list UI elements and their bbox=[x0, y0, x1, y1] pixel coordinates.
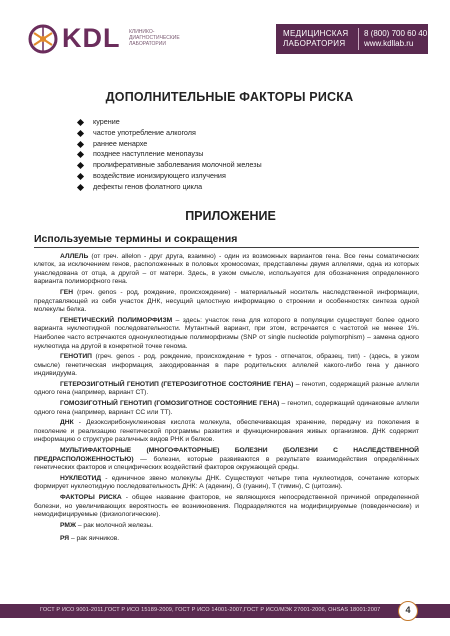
logo-text: KDL bbox=[62, 23, 121, 53]
terms-title: Используемые термины и сокращения bbox=[34, 232, 238, 245]
term-text: - общее название факторов, не являющихся непосредственной причиной определенной болезни, но увеличивающих вероятность ее возникновения. Подразделяются на модифицируемые (поведенческие) и немодифицируемые (физиологические). bbox=[34, 494, 419, 519]
bullet-diamond-icon bbox=[77, 173, 84, 180]
term-name: ГОМОЗИГОТНЫЙ ГЕНОТИП (ГОМОЗИГОТНОЕ СОСТОЯНИЕ ГЕНА) bbox=[60, 400, 280, 408]
term-definition bbox=[34, 447, 419, 473]
logo-subtitle: КЛИНИКО- ДИАГНОСТИЧЕСКИЕ ЛАБОРАТОРИИ bbox=[129, 29, 180, 47]
website-link[interactable]: www.kdllab.ru bbox=[364, 39, 414, 48]
risk-factors-title: ДОПОЛНИТЕЛЬНЫЕ ФАКТОРЫ РИСКА bbox=[105, 90, 354, 104]
risk-factor-item: пролиферативные заболевания молочной железы bbox=[78, 160, 419, 171]
term-definition bbox=[34, 494, 419, 520]
bullet-diamond-icon bbox=[77, 141, 84, 148]
appendix-title: ПРИЛОЖЕНИЕ bbox=[185, 208, 276, 223]
term-definition bbox=[34, 400, 419, 417]
phone-number[interactable]: 8 (800) 700 60 40 bbox=[364, 29, 428, 38]
term-text: — болезни, которые развиваются в результате взаимодействия определённых генетических факторов и специфических воздействий факторов окружающей среды. bbox=[34, 455, 419, 472]
term-text: – генотип, содержащий одинаковые аллели одного гена (например, вариант СС или ТТ). bbox=[34, 400, 419, 416]
term-definition bbox=[34, 317, 419, 351]
term-text: – здесь: участок гена для которого в популяции существует более одного варианта нуклеотидной последовательности. Мутантный вариант, при этом, встречается с частотой не менее 1%. Наиболее часто встречаются однонуклеотидные полиморфизмы (SNP от single nucleotide polymorphism) – замена одного нуклеотида на другой в конкретной точке генома. bbox=[34, 316, 419, 350]
term-text: (от греч. allelon - друг друга, взаимно) - один из возможных вариантов гена. Все гены соматических клеток, за исключением генов, расположенных в половых хромосомах, представлены двумя аллелями, одна из которых унаследована от отца, а другой – от матери. Здесь, в узком смысле, используется для обозначения определенного варианта полиморфного гена. bbox=[34, 252, 419, 286]
term-text: – генотип, содержащий разные аллели одного гена (например, вариант СТ). bbox=[34, 380, 419, 397]
term-definition bbox=[34, 535, 419, 544]
risk-factor-item: частое употребление алкоголя bbox=[78, 128, 419, 139]
term-name: НУКЛЕОТИД bbox=[60, 474, 102, 482]
term-definition bbox=[34, 419, 419, 445]
kdl-logo-icon bbox=[28, 24, 58, 54]
term-name: РЯ bbox=[60, 535, 70, 543]
term-text: (греч. genos - род, рождение, происхождение + typos - отпечаток, образец, тип) - (здесь, в узком смысле) генетическая информация, закодированная в паре родительских аллелей какого-либо гена у данного индивидуума. bbox=[34, 353, 419, 378]
term-definition bbox=[34, 353, 419, 379]
page-content bbox=[34, 90, 419, 549]
bullet-diamond-icon bbox=[77, 151, 84, 158]
risk-factor-item: курение bbox=[78, 117, 419, 128]
term-name: МУЛЬТИФАКТОРНЫЕ (МНОГОФАКТОРНЫЕ) БОЛЕЗНИ (БОЛЕЗНИ С НАСЛЕДСТВЕННОЙ ПРЕДРАСПОЛОЖЕННОСТЬЮ) bbox=[34, 447, 419, 463]
risk-factor-item: дефекты генов фолатного цикла bbox=[78, 182, 419, 193]
term-name: ГЕН bbox=[60, 288, 74, 296]
term-definition bbox=[34, 475, 419, 492]
risk-factor-item: раннее менархе bbox=[78, 139, 419, 150]
terms-list bbox=[34, 253, 419, 544]
term-text: – рак яичников. bbox=[69, 535, 120, 543]
term-text: (греч. genos - род, рождение, происхождение) - материальный носитель наследственной информации, представляющей из себя участок ДНК, несущий целостную информацию о строении и особенностях синтеза одной молекулы белка. bbox=[34, 288, 419, 314]
term-definition bbox=[34, 289, 419, 315]
risk-factors-list bbox=[78, 117, 419, 193]
term-text: – рак молочной железы. bbox=[76, 521, 154, 529]
lab-title: МЕДИЦИНСКАЯ ЛАБОРАТОРИЯ bbox=[283, 29, 349, 48]
risk-factor-item: позднее наступление менопаузы bbox=[78, 149, 419, 160]
bullet-diamond-icon bbox=[77, 119, 84, 126]
term-name: АЛЛЕЛЬ bbox=[60, 252, 89, 260]
term-name: ФАКТОРЫ РИСКА bbox=[60, 494, 122, 502]
lab-divider bbox=[358, 28, 359, 50]
page-number: 4 bbox=[398, 601, 418, 621]
term-definition bbox=[34, 381, 419, 398]
lab-contacts bbox=[364, 29, 427, 49]
term-name: ДНК bbox=[60, 419, 74, 427]
term-text: - единичное звено молекулы ДНК. Существуют четыре типа нуклеотидов, сочетание которых формирует нуклеотидную последовательность ДНК: А (аденин), G (гуанин), Т (тимин), С (цитозин). bbox=[34, 474, 419, 491]
lab-contact-box bbox=[276, 24, 428, 54]
page-footer bbox=[0, 604, 450, 618]
term-name: ГЕТЕРОЗИГОТНЫЙ ГЕНОТИП (ГЕТЕРОЗИГОТНОЕ СОСТОЯНИЕ ГЕНА) bbox=[60, 380, 294, 388]
bullet-diamond-icon bbox=[77, 162, 84, 169]
bullet-diamond-icon bbox=[77, 184, 84, 191]
bullet-diamond-icon bbox=[77, 130, 84, 137]
term-definition bbox=[34, 522, 419, 531]
term-name: ГЕНЕТИЧЕСКИЙ ПОЛИМОРФИЗМ bbox=[60, 316, 173, 324]
terms-title-rule bbox=[34, 247, 419, 248]
term-name: ГЕНОТИП bbox=[60, 353, 92, 361]
certifications-text: ГОСТ Р ИСО 9001-2011,ГОСТ Р ИСО 15189-2009, ГОСТ Р ИСО 14001-2007,ГОСТ Р ИСО/МЭК 27001-2006, OHSAS 18001:2007 bbox=[40, 607, 381, 613]
term-name: РМЖ bbox=[60, 521, 76, 529]
page-header bbox=[0, 0, 450, 62]
term-definition bbox=[34, 253, 419, 287]
risk-factor-item: воздействие ионизирующего излучения bbox=[78, 171, 419, 182]
term-text: - Дезоксирибонуклеиновая кислота молекула, обеспечивающая хранение, передачу из поколения в поколение и реализацию генетической программы развития и функционирования живых организмов. ДНК содержит информацию о структуре различных видов РНК и белков. bbox=[34, 419, 419, 444]
